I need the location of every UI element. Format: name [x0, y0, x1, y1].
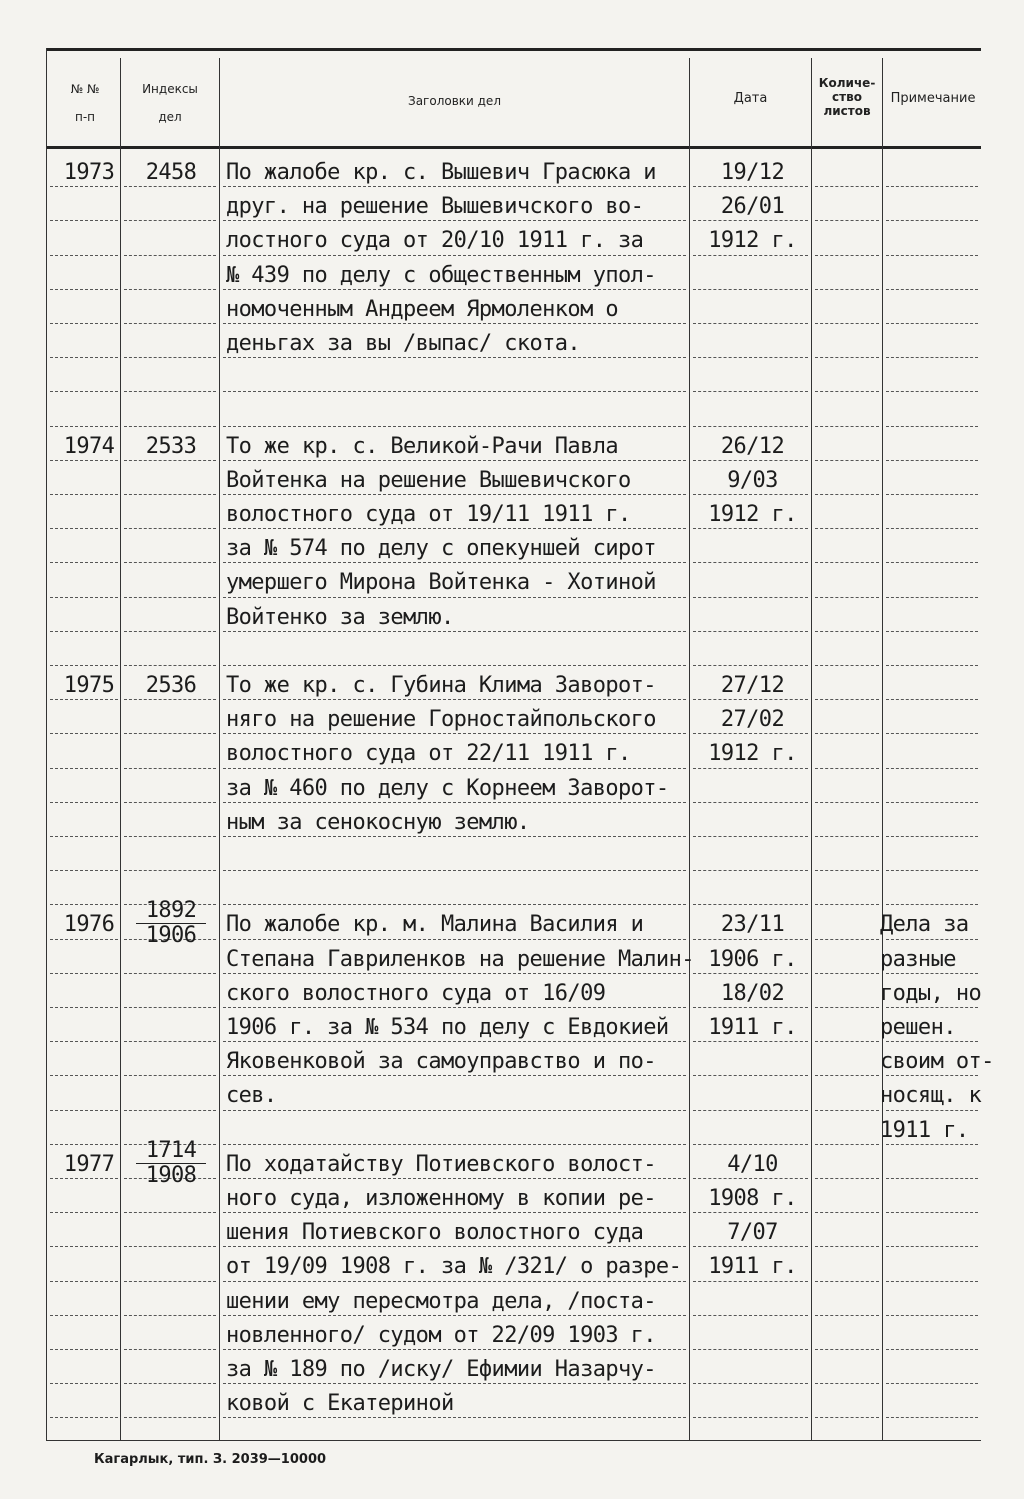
row-rule: [886, 1383, 978, 1384]
case-title-line: за № 460 по делу с Корнеем Заворот-: [226, 776, 669, 801]
row-rule: [693, 665, 808, 666]
col-divider-date: [811, 58, 812, 1440]
row-rule: [815, 665, 879, 666]
row-rule: [50, 562, 118, 563]
row-rule: [815, 699, 879, 700]
row-rule: [886, 426, 978, 427]
row-rule: [50, 1349, 118, 1350]
case-title-line: номоченным Андреем Ярмоленком о: [226, 297, 618, 322]
case-title-line: волостного суда от 19/11 1911 г.: [226, 502, 631, 527]
entry-index: 2458: [145, 160, 197, 185]
row-rule: [124, 1212, 216, 1213]
case-date: 26/01: [720, 194, 785, 219]
row-rule: [815, 562, 879, 563]
row-rule: [50, 870, 118, 871]
row-rule: [886, 1178, 978, 1179]
case-title-line: Войтенка на решение Вышевичского: [226, 468, 631, 493]
header-index-line1: Индексы: [142, 82, 198, 96]
row-rule: [50, 836, 118, 837]
header-num-line1: № №: [70, 82, 100, 96]
row-rule: [50, 1075, 118, 1076]
row-rule: [693, 1349, 808, 1350]
row-rule: [815, 802, 879, 803]
entry-number: 1976: [63, 912, 115, 937]
row-rule: [815, 220, 879, 221]
row-rule: [886, 391, 978, 392]
row-rule: [50, 597, 118, 598]
row-rule: [886, 904, 978, 905]
case-date: 1911 г.: [708, 1015, 797, 1040]
case-title-line: ным за сенокосную землю.: [226, 810, 530, 835]
row-rule: [124, 733, 216, 734]
case-note-line: носящ. к: [880, 1083, 982, 1108]
col-divider-sheets: [882, 58, 883, 1440]
row-rule: [50, 528, 118, 529]
row-rule: [693, 904, 808, 905]
row-rule: [815, 870, 879, 871]
case-title-line: от 19/09 1908 г. за № /321/ о разре-: [226, 1254, 682, 1279]
row-rule: [50, 1383, 118, 1384]
case-date: 19/12: [720, 160, 785, 185]
row-rule: [50, 1144, 118, 1145]
case-date: 1912 г.: [708, 228, 797, 253]
row-rule: [886, 631, 978, 632]
row-rule: [815, 631, 879, 632]
row-rule: [124, 1041, 216, 1042]
row-rule: [50, 1315, 118, 1316]
entry-index-fraction: [128, 1140, 214, 1187]
entry-index-top: 1892: [145, 898, 197, 923]
row-rule: [886, 597, 978, 598]
row-rule: [693, 391, 808, 392]
row-rule: [50, 733, 118, 734]
row-rule: [815, 768, 879, 769]
case-note-line: разные: [880, 947, 956, 972]
case-date: 1906 г.: [708, 947, 797, 972]
row-rule: [124, 220, 216, 221]
row-rule: [886, 186, 978, 187]
row-rule: [886, 1315, 978, 1316]
case-title-line: шении ему пересмотра дела, /поста-: [226, 1289, 656, 1314]
row-rule: [124, 562, 216, 563]
printer-imprint: Кагарлык, тип. З. 2039—10000: [94, 1452, 327, 1467]
case-title-line: ского волостного суда от 16/09: [226, 981, 606, 1006]
row-rule: [886, 528, 978, 529]
row-rule: [815, 1075, 879, 1076]
entry-index-top: 1714: [145, 1138, 197, 1163]
row-rule: [815, 426, 879, 427]
header-sheets-line1: Количе-: [818, 76, 876, 90]
row-rule: [50, 426, 118, 427]
case-date: 26/12: [720, 434, 785, 459]
row-rule: [815, 1246, 879, 1247]
row-rule: [815, 1315, 879, 1316]
col-divider-index: [219, 58, 220, 1440]
row-rule: [124, 1281, 216, 1282]
row-rule: [815, 1041, 879, 1042]
row-rule: [815, 836, 879, 837]
row-rule: [693, 631, 808, 632]
header-index-line2: дел: [158, 110, 182, 124]
row-rule: [815, 323, 879, 324]
case-title-line: 1906 г. за № 534 по делу с Евдокией: [226, 1015, 669, 1040]
row-rule: [886, 1417, 978, 1418]
entry-index: 2533: [145, 434, 197, 459]
row-rule: [886, 460, 978, 461]
case-title-line: за № 189 по /иску/ Ефимии Назарчу-: [226, 1357, 656, 1382]
row-rule: [124, 1246, 216, 1247]
case-title-line: ковой с Екатериной: [226, 1391, 454, 1416]
col-divider-title: [689, 58, 690, 1440]
row-rule: [223, 904, 686, 905]
case-title-line: ного суда, изложенному в копии ре-: [226, 1186, 656, 1211]
case-note-line: Дела за: [880, 912, 969, 937]
row-rule: [815, 1178, 879, 1179]
row-rule: [886, 562, 978, 563]
case-title-line: лостного суда от 20/10 1911 г. за: [226, 228, 644, 253]
row-rule: [815, 186, 879, 187]
row-rule: [124, 1075, 216, 1076]
row-rule: [815, 1349, 879, 1350]
row-rule: [124, 1007, 216, 1008]
case-title-line: друг. на решение Вышевичского во-: [226, 194, 644, 219]
row-rule: [815, 391, 879, 392]
row-rule: [50, 1212, 118, 1213]
entry-index: 2536: [145, 673, 197, 698]
entry-number: 1977: [63, 1152, 115, 1177]
case-date: 9/03: [727, 468, 778, 493]
row-rule: [815, 597, 879, 598]
row-rule: [124, 426, 216, 427]
row-rule: [124, 768, 216, 769]
header-sheets-line3: листов: [823, 104, 871, 118]
header-num: [50, 82, 120, 124]
bottom-rule: [46, 1440, 981, 1441]
row-rule: [124, 836, 216, 837]
row-rule: [815, 1281, 879, 1282]
row-rule: [50, 357, 118, 358]
case-date: 1912 г.: [708, 741, 797, 766]
row-rule: [50, 1246, 118, 1247]
row-rule: [50, 289, 118, 290]
case-title-line: По жалобе кр. с. Вышевич Грасюка и: [226, 160, 656, 185]
case-title-line: за № 574 по делу с опекуншей сирот: [226, 536, 656, 561]
case-date: 27/02: [720, 707, 785, 732]
row-rule: [693, 1075, 808, 1076]
row-rule: [815, 973, 879, 974]
row-rule: [815, 357, 879, 358]
header-index: [121, 82, 219, 124]
row-rule: [124, 802, 216, 803]
case-date: 1911 г.: [708, 1254, 797, 1279]
case-note-line: решен.: [880, 1015, 956, 1040]
row-rule: [886, 357, 978, 358]
row-rule: [50, 255, 118, 256]
row-rule: [693, 323, 808, 324]
case-date: 27/12: [720, 673, 785, 698]
case-title-line: новленного/ судом от 22/09 1903 г.: [226, 1323, 656, 1348]
row-rule: [886, 255, 978, 256]
row-rule: [124, 1110, 216, 1111]
case-title-line: № 439 по делу с общественным упол-: [226, 263, 656, 288]
entry-number: 1975: [63, 673, 115, 698]
header-sheets: [812, 76, 882, 118]
row-rule: [50, 1281, 118, 1282]
row-rule: [50, 665, 118, 666]
row-rule: [815, 904, 879, 905]
row-rule: [886, 494, 978, 495]
entry-index-bottom: 1906: [145, 923, 197, 948]
row-rule: [815, 1007, 879, 1008]
row-rule: [693, 597, 808, 598]
row-rule: [124, 597, 216, 598]
row-rule: [124, 1349, 216, 1350]
case-note-line: 1911 г.: [880, 1118, 969, 1143]
row-rule: [815, 460, 879, 461]
row-rule: [124, 255, 216, 256]
case-title-line: Степана Гавриленков на решение Малин-: [226, 947, 694, 972]
row-rule: [124, 1417, 216, 1418]
row-rule: [50, 1110, 118, 1111]
row-rule: [886, 323, 978, 324]
row-rule: [50, 1007, 118, 1008]
row-rule: [815, 289, 879, 290]
row-rule: [815, 1144, 879, 1145]
row-rule: [223, 665, 686, 666]
case-note-line: годы, но: [880, 981, 982, 1006]
case-date: 18/02: [720, 981, 785, 1006]
row-rule: [693, 357, 808, 358]
header-date: Дата: [733, 91, 768, 106]
case-note-line: своим от-: [880, 1049, 994, 1074]
row-rule: [815, 255, 879, 256]
row-rule: [124, 973, 216, 974]
case-date: 23/11: [720, 912, 785, 937]
header-num-line2: п-п: [74, 110, 96, 124]
row-rule: [50, 802, 118, 803]
row-rule: [693, 1417, 808, 1418]
row-rule: [124, 357, 216, 358]
header-title: Заголовки дел: [408, 94, 501, 108]
row-rule: [886, 1246, 978, 1247]
row-rule: [693, 1315, 808, 1316]
row-rule: [124, 665, 216, 666]
row-rule: [124, 870, 216, 871]
row-rule: [693, 1144, 808, 1145]
case-title-line: Войтенко за землю.: [226, 605, 454, 630]
entry-number: 1974: [63, 434, 115, 459]
row-rule: [50, 323, 118, 324]
case-title-line: По жалобе кр. м. Малина Василия и: [226, 912, 644, 937]
row-rule: [815, 1110, 879, 1111]
row-rule: [886, 802, 978, 803]
row-rule: [50, 220, 118, 221]
row-rule: [886, 1212, 978, 1213]
row-rule: [815, 1212, 879, 1213]
row-rule: [693, 802, 808, 803]
row-rule: [124, 289, 216, 290]
row-rule: [693, 836, 808, 837]
row-rule: [50, 631, 118, 632]
case-title-line: волостного суда от 22/11 1911 г.: [226, 741, 631, 766]
case-title-line: умершего Мирона Войтенка - Хотиной: [226, 570, 656, 595]
col-divider-num: [120, 58, 121, 1440]
entry-index-bottom: 1908: [145, 1163, 197, 1188]
row-rule: [124, 1315, 216, 1316]
case-title-line: деньгах за вы /выпас/ скота.: [226, 331, 581, 356]
row-rule: [124, 391, 216, 392]
entry-index-fraction: [128, 900, 214, 947]
row-rule: [124, 631, 216, 632]
row-rule: [815, 494, 879, 495]
case-date: 7/07: [727, 1220, 778, 1245]
row-rule: [124, 323, 216, 324]
row-rule: [815, 1383, 879, 1384]
row-rule: [124, 494, 216, 495]
row-rule: [50, 973, 118, 974]
row-rule: [886, 733, 978, 734]
row-rule: [124, 528, 216, 529]
row-rule: [693, 870, 808, 871]
case-title-line: То же кр. с. Великой-Рачи Павла: [226, 434, 618, 459]
row-rule: [693, 426, 808, 427]
row-rule: [815, 1417, 879, 1418]
header-sheets-line2: ство: [832, 90, 862, 104]
row-rule: [50, 904, 118, 905]
row-rule: [693, 289, 808, 290]
row-rule: [886, 665, 978, 666]
row-rule: [223, 391, 686, 392]
case-title-line: шения Потиевского волостного суда: [226, 1220, 644, 1245]
row-rule: [223, 426, 686, 427]
row-rule: [223, 870, 686, 871]
case-title-line: сев.: [226, 1083, 277, 1108]
case-date: 1912 г.: [708, 502, 797, 527]
row-rule: [886, 289, 978, 290]
row-rule: [886, 836, 978, 837]
row-rule: [886, 699, 978, 700]
row-rule: [693, 562, 808, 563]
case-date: 4/10: [727, 1152, 778, 1177]
row-rule: [886, 870, 978, 871]
row-rule: [50, 391, 118, 392]
row-rule: [223, 1144, 686, 1145]
row-rule: [693, 1383, 808, 1384]
row-rule: [815, 528, 879, 529]
case-title-line: няго на решение Горностайпольского: [226, 707, 656, 732]
row-rule: [50, 1041, 118, 1042]
case-title-line: По ходатайству Потиевского волост-: [226, 1152, 656, 1177]
case-title-line: То же кр. с. Губина Клима Заворот-: [226, 673, 656, 698]
case-title-line: Яковенковой за самоуправство и по-: [226, 1049, 656, 1074]
row-rule: [886, 768, 978, 769]
row-rule: [815, 939, 879, 940]
header-note: Примечание: [890, 91, 976, 106]
case-date: 1908 г.: [708, 1186, 797, 1211]
row-rule: [50, 1417, 118, 1418]
entry-number: 1973: [63, 160, 115, 185]
row-rule: [815, 733, 879, 734]
row-rule: [50, 494, 118, 495]
row-rule: [124, 1383, 216, 1384]
row-rule: [50, 768, 118, 769]
row-rule: [886, 1349, 978, 1350]
row-rule: [693, 1110, 808, 1111]
row-rule: [886, 1281, 978, 1282]
row-rule: [886, 220, 978, 221]
